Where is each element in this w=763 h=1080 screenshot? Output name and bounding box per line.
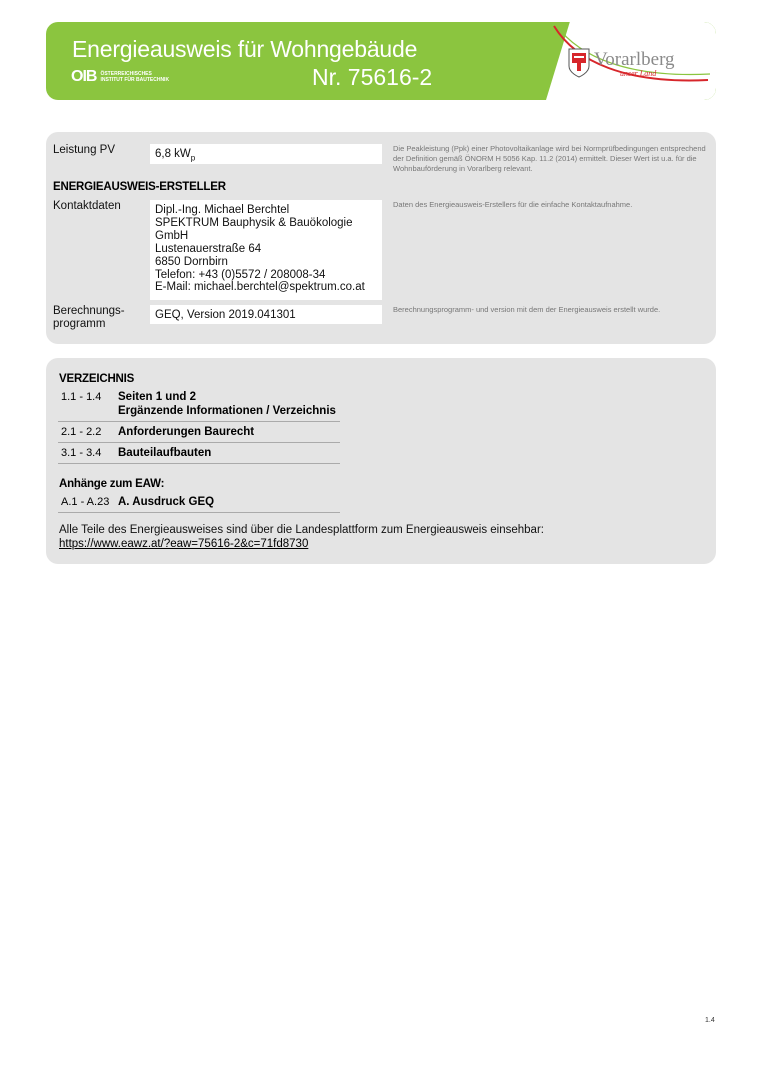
- page-number: 1.4: [705, 1017, 715, 1024]
- list-item: [58, 445, 340, 464]
- contact-line: SPEKTRUM Bauphysik & Bauökologie: [155, 216, 353, 229]
- vorarlberg-tagline: unser Land: [620, 69, 657, 78]
- list-item: [58, 424, 340, 443]
- list-item-title: Seiten 1 und 2 Ergänzende Informationen / Verzeichnis: [118, 391, 336, 417]
- contact-line: GmbH: [155, 229, 189, 242]
- verzeichnis-panel: [46, 358, 716, 564]
- verzeichnis-heading: VERZEICHNIS: [59, 373, 135, 385]
- list-item: [58, 494, 340, 513]
- oib-logo: [71, 68, 169, 86]
- list-item-number: 1.1 - 1.4: [61, 391, 102, 403]
- pv-value-field: [150, 144, 382, 164]
- list-item-title: Bauteilaufbauten: [118, 447, 212, 459]
- creator-heading: ENERGIEAUSWEIS-ERSTELLER: [53, 181, 226, 193]
- contact-line: Lustenauerstraße 64: [155, 242, 262, 255]
- list-item-title: A. Ausdruck GEQ: [118, 496, 215, 508]
- document-number: Nr. 75616-2: [312, 64, 433, 90]
- oib-subtitle: ÖSTERREICHISCHES INSTITUT FÜR BAUTECHNIK: [100, 71, 170, 83]
- contact-note: Daten des Energieausweis-Erstellers für die einfache Kontaktaufnahme.: [393, 200, 633, 209]
- coat-of-arms-icon: [568, 48, 590, 78]
- pv-value-subscript: p: [190, 153, 196, 163]
- list-item-number: 3.1 - 3.4: [61, 447, 102, 459]
- program-value: GEQ, Version 2019.041301: [150, 305, 382, 324]
- contact-line: Telefon: +43 (0)5572 / 208008-34: [155, 268, 326, 281]
- list-item-number: 2.1 - 2.2: [61, 426, 102, 438]
- contact-field: [150, 200, 382, 300]
- oib-mark: OIB: [71, 68, 97, 85]
- pv-and-creator-panel: [46, 132, 716, 344]
- list-item-number: A.1 - A.23: [61, 496, 110, 508]
- list-item: [58, 389, 340, 422]
- platform-text: Alle Teile des Energieausweises sind über die Landesplattform zum Energieausweis einsehbar:: [59, 524, 544, 536]
- pv-note: Die Peakleistung (Ppk) einer Photovoltaikanlage wird bei Normprüfbedingungen entsprechend der Definition gemäß ÖNORM H 5056 Kap. 11.2 (2014) ermittelt. Dieser Wert ist u.a. für die Wohnbauförderung in Vorarlberg relevant.: [393, 144, 706, 173]
- contact-line: E-Mail: michael.berchtel@spektrum.co.at: [155, 281, 365, 294]
- vorarlberg-wordmark: Vorarlberg: [594, 49, 675, 70]
- header-banner: [46, 22, 716, 100]
- document-title: Energieausweis für Wohngebäude: [72, 36, 418, 62]
- program-note: Berechnungsprogramm- und version mit dem der Energieausweis erstellt wurde.: [393, 305, 661, 314]
- platform-link[interactable]: https://www.eawz.at/?eaw=75616-2&c=71fd8730: [59, 538, 309, 550]
- pv-value: 6,8 kW: [155, 148, 191, 160]
- program-label: Berechnungs- programm: [53, 305, 125, 330]
- contact-line: 6850 Dornbirn: [155, 255, 228, 268]
- contact-line: Dipl.-Ing. Michael Berchtel: [155, 204, 290, 216]
- list-item-title: Anforderungen Baurecht: [118, 426, 255, 438]
- contact-label: Kontaktdaten: [53, 200, 121, 212]
- annex-heading: Anhänge zum EAW:: [59, 478, 165, 490]
- pv-label: Leistung PV: [53, 144, 116, 156]
